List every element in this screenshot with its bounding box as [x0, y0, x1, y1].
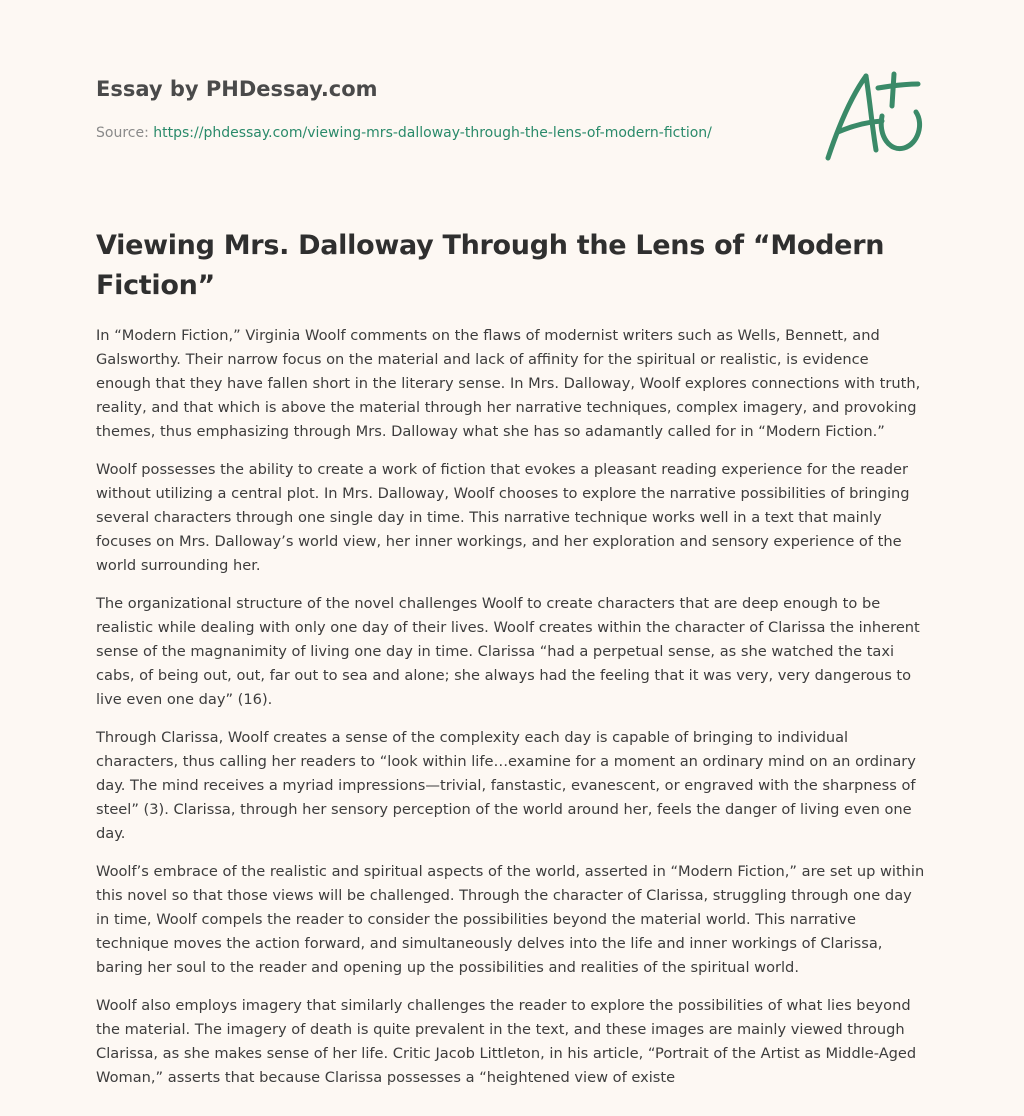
paragraph: In “Modern Fiction,” Virginia Woolf comments on the flaws of modernist writers such as Wells, Bennett, and Galsworthy. Their narrow focus on the material and lack of affinity for the spiritual or realistic, is evidence enough that they have fallen short in the literary sense. In Mrs. Dalloway, Woolf explores connections with truth, reality, and that which is above the material through her narrative techniques, complex imagery, and provoking themes, thus emphasizing through Mrs. Dalloway what she has so adamantly called for in “Modern Fiction.”	[96, 327, 921, 440]
paragraph: The organizational structure of the novel challenges Woolf to create characters that are deep enough to be realistic while dealing with only one day of their lives. Woolf creates within the character of Clarissa the inherent sense of the magnanimity of living one day in time. Clarissa “had a perpetual sense, as she watched the taxi cabs, of being out, out, far out to sea and alone; she always had the feeling that it was very, very dangerous to live even one day” (16).	[96, 595, 920, 708]
source-line	[96, 122, 796, 144]
paragraph: Woolf also employs imagery that similarly challenges the reader to explore the possibilities of what lies beyond the material. The imagery of death is quite prevalent in the text, and these images are mainly viewed through Clarissa, as she makes sense of her life. Critic Jacob Littleton, in his article, “Portrait of the Artist as Middle-Aged Woman,” asserts that because Clarissa possesses a “heightened view of existe	[96, 997, 917, 1086]
essay-title: Viewing Mrs. Dalloway Through the Lens of “Modern Fiction”	[96, 230, 885, 301]
paragraph: Woolf possesses the ability to create a work of fiction that evokes a pleasant reading experience for the reader without utilizing a central plot. In Mrs. Dalloway, Woolf chooses to explore the narrative possibilities of bringing several characters through one single day in time. This narrative technique works well in a text that mainly focuses on Mrs. Dalloway’s world view, her inner workings, and her exploration and sensory experience of the world surrounding her.	[96, 461, 910, 574]
brand-title: Essay by PHDessay.com	[96, 77, 378, 101]
a-plus-logo-icon	[820, 66, 930, 166]
paragraph: Through Clarissa, Woolf creates a sense of the complexity each day is capable of bringing to individual characters, thus calling her readers to “look within life…examine for a moment an ordinary mind on an ordinary day. The mind receives a myriad impressions—trivial, fanstastic, evanescent, or engraved with the sharpness of steel” (3). Clarissa, through her sensory perception of the world around her, feels the danger of living even one day.	[96, 729, 916, 842]
essay-header	[96, 74, 796, 144]
paragraph: Woolf’s embrace of the realistic and spiritual aspects of the world, asserted in “Modern Fiction,” are set up within this novel so that those views will be challenged. Through the character of Clarissa, struggling through one day in time, Woolf compels the reader to consider the possibilities beyond the material world. This narrative technique moves the action forward, and simultaneously delves into the life and inner workings of Clarissa, baring her soul to the reader and opening up the possibilities and realities of the spiritual world.	[96, 863, 925, 976]
essay-body	[96, 324, 928, 1104]
source-label: Source:	[96, 125, 149, 141]
source-link[interactable]: https://phdessay.com/viewing-mrs-dalloway-through-the-lens-of-modern-fiction/	[153, 125, 712, 141]
